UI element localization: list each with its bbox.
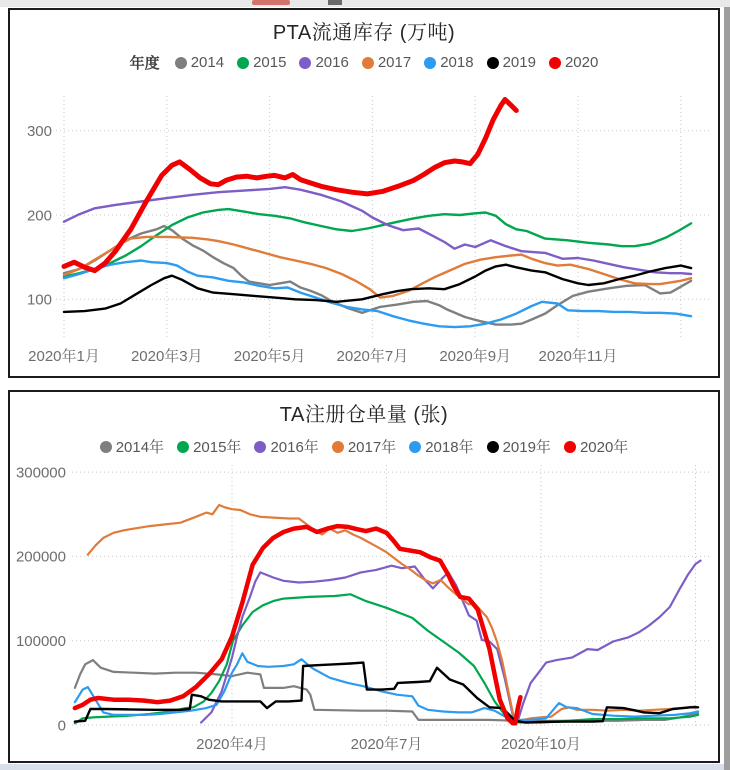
legend-label: 2018年	[425, 439, 474, 456]
top-edge-dark-artifact	[328, 0, 342, 5]
x-tick-label: 2020年1月	[28, 348, 100, 365]
legend-item-2014年[interactable]	[100, 436, 164, 457]
x-tick-label: 2020年10月	[500, 736, 582, 753]
chart-panel-pta-inventory	[8, 8, 720, 378]
legend-dot-icon	[424, 57, 436, 69]
legend-title: 年度	[129, 55, 160, 72]
series-line-2017	[64, 237, 691, 298]
legend-item-2019年[interactable]	[487, 436, 551, 457]
legend-label: 2016	[315, 54, 349, 71]
legend-dot-icon	[549, 57, 561, 69]
x-tick-label: 2020年4月	[196, 736, 268, 753]
series-line-2016	[64, 187, 691, 274]
legend-label: 2014年	[115, 439, 165, 456]
chart-title-pta-inventory: PTA流通库存 (万吨)	[272, 22, 456, 44]
chart-title-ta-warrants: TA注册仓单量 (张)	[279, 404, 449, 426]
y-tick-label: 100000	[15, 632, 66, 650]
legend-dot-icon	[362, 57, 374, 69]
legend-label: 2014	[190, 54, 225, 71]
legend-dot-icon	[237, 57, 249, 69]
legend-label: 2020	[564, 54, 599, 71]
legend-dot-icon	[564, 441, 576, 453]
chart-legend-pta-inventory	[10, 52, 718, 73]
gridlines	[72, 465, 710, 727]
legend-dot-icon	[299, 57, 311, 69]
y-tick-label: 100	[26, 291, 52, 309]
top-edge-red-artifact	[252, 0, 290, 5]
legend-label: 2015年	[193, 439, 242, 456]
y-tick-label: 0	[57, 717, 66, 735]
legend-item-2014[interactable]	[175, 54, 224, 71]
legend-label: 2017年	[347, 439, 397, 456]
series-line-2020年	[75, 526, 521, 723]
y-tick-label: 300000	[15, 464, 66, 482]
legend-item-2018年[interactable]	[409, 436, 473, 457]
legend-item-2015[interactable]	[237, 54, 286, 71]
chart-legend-ta-warrants	[10, 436, 718, 457]
legend-item-2016年[interactable]	[254, 436, 318, 457]
gridlines	[56, 96, 712, 339]
y-tick-label: 300	[26, 122, 52, 140]
x-tick-label: 2020年7月	[336, 348, 409, 365]
x-tick-label: 2020年11月	[538, 348, 618, 365]
legend-dot-icon	[409, 441, 421, 453]
legend-dot-icon	[100, 441, 112, 453]
x-tick-label: 2020年5月	[233, 348, 306, 365]
y-tick-label: 200	[26, 207, 52, 225]
legend-label: 2020年	[579, 439, 629, 456]
window-bottom-edge	[0, 764, 724, 770]
legend-label: 2018	[440, 54, 474, 71]
x-tick-label: 2020年7月	[350, 736, 423, 753]
legend-dot-icon	[487, 57, 499, 69]
legend-item-2018[interactable]	[424, 54, 473, 71]
legend-item-2015年[interactable]	[177, 436, 241, 457]
series-line-2018	[64, 261, 691, 328]
legend-item-2019[interactable]	[487, 54, 536, 71]
legend-item-2020年[interactable]	[564, 436, 628, 457]
legend-dot-icon	[175, 57, 187, 69]
legend-label: 2015	[253, 54, 287, 71]
legend-dot-icon	[487, 441, 499, 453]
window-top-edge	[0, 0, 730, 7]
window-right-edge[interactable]	[724, 7, 730, 770]
legend-label: 2019	[502, 54, 536, 71]
x-tick-label: 2020年9月	[439, 348, 512, 365]
legend-item-2017[interactable]	[362, 54, 411, 71]
legend-dot-icon	[254, 441, 266, 453]
legend-label: 2017	[377, 54, 412, 71]
legend-item-2016[interactable]	[299, 54, 348, 71]
legend-dot-icon	[177, 441, 189, 453]
legend-label: 2019年	[502, 439, 551, 456]
series-line-2014	[64, 226, 691, 325]
legend-item-2020[interactable]	[549, 54, 598, 71]
y-tick-label: 200000	[15, 548, 66, 566]
legend-label: 2016年	[270, 439, 319, 456]
legend-item-2017年[interactable]	[332, 436, 396, 457]
axis-tick-labels	[27, 123, 618, 365]
chart-panel-ta-warrants	[8, 390, 720, 763]
legend-dot-icon	[332, 441, 344, 453]
x-tick-label: 2020年3月	[130, 348, 203, 365]
